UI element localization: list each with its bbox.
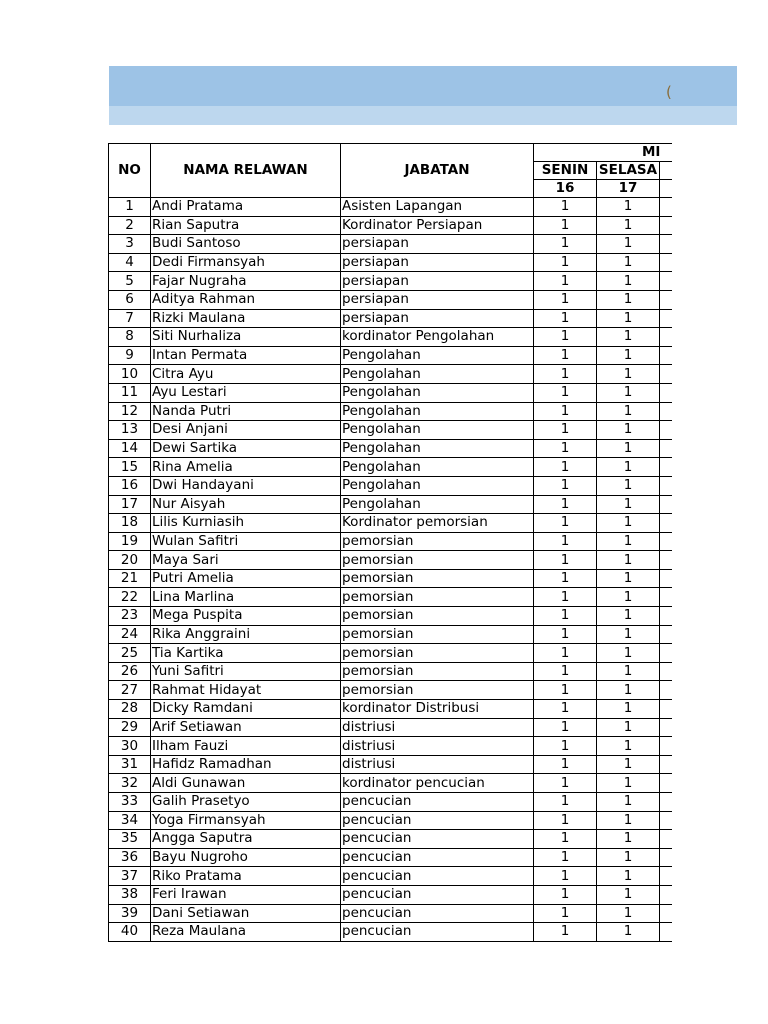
cell-day-2: 1	[597, 885, 660, 904]
cell-no: 3	[109, 235, 151, 254]
cell-role: pemorsian	[341, 644, 534, 663]
cell-day-extra	[660, 607, 673, 626]
cell-name: Rian Saputra	[151, 216, 341, 235]
cell-day-extra	[660, 774, 673, 793]
cell-day-2: 1	[597, 718, 660, 737]
cell-role: pemorsian	[341, 551, 534, 570]
cell-name: Ilham Fauzi	[151, 737, 341, 756]
cell-day-extra	[660, 272, 673, 291]
cell-role: Pengolahan	[341, 365, 534, 384]
cell-no: 10	[109, 365, 151, 384]
cell-day-2: 1	[597, 476, 660, 495]
cell-no: 35	[109, 830, 151, 849]
cell-no: 19	[109, 532, 151, 551]
cell-no: 32	[109, 774, 151, 793]
cell-day-1: 1	[534, 625, 597, 644]
cell-day-extra	[660, 811, 673, 830]
cell-day-2: 1	[597, 439, 660, 458]
cell-name: Reza Maulana	[151, 923, 341, 942]
cell-day-1: 1	[534, 755, 597, 774]
cell-no: 31	[109, 755, 151, 774]
cell-role: persiapan	[341, 309, 534, 328]
table-row	[109, 514, 673, 533]
cell-no: 21	[109, 569, 151, 588]
cell-no: 13	[109, 421, 151, 440]
cell-day-extra	[660, 848, 673, 867]
cell-no: 38	[109, 885, 151, 904]
cell-role: Kordinator pemorsian	[341, 514, 534, 533]
table-row	[109, 811, 673, 830]
cell-no: 24	[109, 625, 151, 644]
cell-day-2: 1	[597, 923, 660, 942]
cell-role: Pengolahan	[341, 346, 534, 365]
cell-day-1: 1	[534, 458, 597, 477]
cell-day-1: 1	[534, 662, 597, 681]
cell-name: Dwi Handayani	[151, 476, 341, 495]
cell-day-extra	[660, 681, 673, 700]
cell-no: 5	[109, 272, 151, 291]
table-row	[109, 885, 673, 904]
cell-day-extra	[660, 867, 673, 886]
cell-day-extra	[660, 253, 673, 272]
table-row	[109, 253, 673, 272]
cell-day-1: 1	[534, 365, 597, 384]
cell-name: Yoga Firmansyah	[151, 811, 341, 830]
banner-glyph: (	[666, 83, 672, 101]
cell-day-2: 1	[597, 793, 660, 812]
cell-day-2: 1	[597, 383, 660, 402]
cell-day-2: 1	[597, 625, 660, 644]
cell-day-2: 1	[597, 514, 660, 533]
cell-no: 28	[109, 700, 151, 719]
cell-day-2: 1	[597, 272, 660, 291]
table-row	[109, 737, 673, 756]
cell-day-extra	[660, 737, 673, 756]
cell-day-1: 1	[534, 309, 597, 328]
cell-day-extra	[660, 830, 673, 849]
cell-role: pemorsian	[341, 569, 534, 588]
cell-name: Aditya Rahman	[151, 290, 341, 309]
cell-no: 2	[109, 216, 151, 235]
cell-day-extra	[660, 309, 673, 328]
cell-role: pemorsian	[341, 625, 534, 644]
cell-day-extra	[660, 923, 673, 942]
table-row	[109, 383, 673, 402]
cell-no: 7	[109, 309, 151, 328]
cell-role: Pengolahan	[341, 402, 534, 421]
cell-name: Bayu Nugroho	[151, 848, 341, 867]
cell-day-1: 1	[534, 346, 597, 365]
table-row	[109, 867, 673, 886]
cell-day-2: 1	[597, 904, 660, 923]
cell-day-1: 1	[534, 421, 597, 440]
table-row	[109, 495, 673, 514]
table-row	[109, 272, 673, 291]
cell-day-extra	[660, 662, 673, 681]
cell-no: 12	[109, 402, 151, 421]
cell-day-extra	[660, 328, 673, 347]
cell-no: 25	[109, 644, 151, 663]
cell-role: pencucian	[341, 904, 534, 923]
table-row	[109, 774, 673, 793]
cell-no: 9	[109, 346, 151, 365]
cell-no: 33	[109, 793, 151, 812]
cell-no: 20	[109, 551, 151, 570]
col-header-role: JABATAN	[341, 144, 534, 198]
cell-role: persiapan	[341, 253, 534, 272]
cell-day-extra	[660, 514, 673, 533]
cell-day-extra	[660, 885, 673, 904]
cell-name: Yuni Safitri	[151, 662, 341, 681]
cell-role: persiapan	[341, 290, 534, 309]
cell-name: Rina Amelia	[151, 458, 341, 477]
cell-day-2: 1	[597, 532, 660, 551]
cell-day-2: 1	[597, 681, 660, 700]
cell-role: pencucian	[341, 923, 534, 942]
cell-name: Dicky Ramdani	[151, 700, 341, 719]
cell-day-extra	[660, 439, 673, 458]
cell-day-1: 1	[534, 216, 597, 235]
cell-name: Maya Sari	[151, 551, 341, 570]
cell-day-2: 1	[597, 458, 660, 477]
cell-no: 34	[109, 811, 151, 830]
cell-role: pencucian	[341, 793, 534, 812]
volunteer-table-container	[108, 143, 672, 951]
cell-day-2: 1	[597, 737, 660, 756]
cell-day-2: 1	[597, 588, 660, 607]
cell-name: Desi Anjani	[151, 421, 341, 440]
table-row	[109, 439, 673, 458]
cell-day-1: 1	[534, 439, 597, 458]
cell-name: Dani Setiawan	[151, 904, 341, 923]
cell-day-1: 1	[534, 700, 597, 719]
cell-role: pemorsian	[341, 662, 534, 681]
cell-no: 4	[109, 253, 151, 272]
col-header-no: NO	[109, 144, 151, 198]
cell-day-extra	[660, 588, 673, 607]
table-row	[109, 346, 673, 365]
table-row	[109, 290, 673, 309]
cell-day-1: 1	[534, 290, 597, 309]
cell-role: pemorsian	[341, 607, 534, 626]
cell-role: Pengolahan	[341, 476, 534, 495]
cell-day-2: 1	[597, 290, 660, 309]
cell-day-1: 1	[534, 272, 597, 291]
cell-day-2: 1	[597, 551, 660, 570]
cell-name: Arif Setiawan	[151, 718, 341, 737]
cell-day-2: 1	[597, 830, 660, 849]
table-row	[109, 458, 673, 477]
cell-no: 22	[109, 588, 151, 607]
cell-role: pencucian	[341, 830, 534, 849]
col-header-date: 16	[534, 180, 597, 198]
cell-role: Pengolahan	[341, 421, 534, 440]
table-row	[109, 421, 673, 440]
cell-day-extra	[660, 755, 673, 774]
cell-day-extra	[660, 644, 673, 663]
cell-no: 15	[109, 458, 151, 477]
cell-name: Dedi Firmansyah	[151, 253, 341, 272]
col-header-name: NAMA RELAWAN	[151, 144, 341, 198]
cell-name: Lilis Kurniasih	[151, 514, 341, 533]
cell-day-1: 1	[534, 198, 597, 217]
cell-name: Rizki Maulana	[151, 309, 341, 328]
table-row	[109, 923, 673, 942]
table-row	[109, 235, 673, 254]
cell-name: Nanda Putri	[151, 402, 341, 421]
cell-day-1: 1	[534, 253, 597, 272]
col-header-date-extra	[660, 180, 673, 198]
cell-day-1: 1	[534, 235, 597, 254]
table-row	[109, 328, 673, 347]
col-header-day: SENIN	[534, 162, 597, 180]
table-row	[109, 625, 673, 644]
cell-no: 16	[109, 476, 151, 495]
cell-role: Kordinator Persiapan	[341, 216, 534, 235]
table-row	[109, 644, 673, 663]
cell-day-1: 1	[534, 532, 597, 551]
cell-day-1: 1	[534, 774, 597, 793]
cell-day-2: 1	[597, 607, 660, 626]
col-header-day-extra	[660, 162, 673, 180]
cell-role: kordinator Distribusi	[341, 700, 534, 719]
cell-no: 6	[109, 290, 151, 309]
table-row	[109, 830, 673, 849]
cell-name: Budi Santoso	[151, 235, 341, 254]
cell-day-extra	[660, 718, 673, 737]
table-row	[109, 309, 673, 328]
cell-no: 30	[109, 737, 151, 756]
table-row	[109, 607, 673, 626]
cell-no: 36	[109, 848, 151, 867]
cell-name: Fajar Nugraha	[151, 272, 341, 291]
col-header-day: SELASA	[597, 162, 660, 180]
table-row	[109, 216, 673, 235]
cell-name: Citra Ayu	[151, 365, 341, 384]
table-row	[109, 476, 673, 495]
cell-role: pencucian	[341, 848, 534, 867]
cell-role: Pengolahan	[341, 383, 534, 402]
cell-role: pemorsian	[341, 681, 534, 700]
table-row	[109, 681, 673, 700]
cell-day-1: 1	[534, 811, 597, 830]
cell-role: persiapan	[341, 235, 534, 254]
cell-no: 11	[109, 383, 151, 402]
cell-no: 39	[109, 904, 151, 923]
cell-day-2: 1	[597, 495, 660, 514]
table-row	[109, 569, 673, 588]
cell-day-extra	[660, 495, 673, 514]
cell-day-2: 1	[597, 346, 660, 365]
cell-day-1: 1	[534, 495, 597, 514]
table-row	[109, 662, 673, 681]
cell-day-1: 1	[534, 681, 597, 700]
table-row	[109, 365, 673, 384]
cell-name: Aldi Gunawan	[151, 774, 341, 793]
cell-name: Andi Pratama	[151, 198, 341, 217]
cell-no: 40	[109, 923, 151, 942]
cell-name: Wulan Safitri	[151, 532, 341, 551]
cell-day-2: 1	[597, 309, 660, 328]
cell-day-1: 1	[534, 923, 597, 942]
cell-no: 17	[109, 495, 151, 514]
cell-day-1: 1	[534, 885, 597, 904]
cell-name: Siti Nurhaliza	[151, 328, 341, 347]
cell-no: 14	[109, 439, 151, 458]
cell-day-extra	[660, 904, 673, 923]
cell-no: 37	[109, 867, 151, 886]
cell-role: distriusi	[341, 755, 534, 774]
cell-day-1: 1	[534, 328, 597, 347]
cell-no: 23	[109, 607, 151, 626]
cell-day-2: 1	[597, 216, 660, 235]
cell-day-1: 1	[534, 551, 597, 570]
cell-day-extra	[660, 383, 673, 402]
cell-role: persiapan	[341, 272, 534, 291]
cell-day-1: 1	[534, 848, 597, 867]
cell-day-extra	[660, 290, 673, 309]
cell-day-2: 1	[597, 662, 660, 681]
cell-day-extra	[660, 476, 673, 495]
cell-name: Rika Anggraini	[151, 625, 341, 644]
cell-day-2: 1	[597, 848, 660, 867]
cell-day-1: 1	[534, 514, 597, 533]
cell-day-1: 1	[534, 588, 597, 607]
cell-day-1: 1	[534, 793, 597, 812]
cell-role: pemorsian	[341, 588, 534, 607]
cell-day-extra	[660, 551, 673, 570]
cell-day-2: 1	[597, 569, 660, 588]
table-row	[109, 402, 673, 421]
cell-day-1: 1	[534, 607, 597, 626]
cell-day-2: 1	[597, 235, 660, 254]
cell-name: Lina Marlina	[151, 588, 341, 607]
cell-no: 8	[109, 328, 151, 347]
cell-name: Feri Irawan	[151, 885, 341, 904]
cell-day-2: 1	[597, 700, 660, 719]
header-banner-strip	[109, 106, 737, 125]
cell-day-extra	[660, 458, 673, 477]
cell-day-1: 1	[534, 402, 597, 421]
cell-day-1: 1	[534, 830, 597, 849]
table-row	[109, 793, 673, 812]
cell-role: kordinator Pengolahan	[341, 328, 534, 347]
cell-role: pencucian	[341, 811, 534, 830]
cell-day-1: 1	[534, 718, 597, 737]
cell-day-1: 1	[534, 737, 597, 756]
cell-day-2: 1	[597, 328, 660, 347]
cell-day-extra	[660, 402, 673, 421]
cell-day-2: 1	[597, 253, 660, 272]
cell-day-1: 1	[534, 867, 597, 886]
volunteer-table	[108, 143, 672, 942]
cell-name: Angga Saputra	[151, 830, 341, 849]
cell-role: Pengolahan	[341, 458, 534, 477]
cell-no: 26	[109, 662, 151, 681]
cell-day-1: 1	[534, 644, 597, 663]
cell-no: 18	[109, 514, 151, 533]
cell-role: distriusi	[341, 737, 534, 756]
cell-name: Hafidz Ramadhan	[151, 755, 341, 774]
cell-no: 29	[109, 718, 151, 737]
cell-day-extra	[660, 346, 673, 365]
table-row	[109, 848, 673, 867]
table-row	[109, 588, 673, 607]
cell-day-extra	[660, 216, 673, 235]
cell-day-1: 1	[534, 383, 597, 402]
table-row	[109, 700, 673, 719]
cell-day-extra	[660, 532, 673, 551]
table-row	[109, 532, 673, 551]
cell-no: 1	[109, 198, 151, 217]
cell-role: Pengolahan	[341, 495, 534, 514]
cell-day-2: 1	[597, 755, 660, 774]
cell-name: Ayu Lestari	[151, 383, 341, 402]
table-row	[109, 718, 673, 737]
cell-day-2: 1	[597, 811, 660, 830]
cell-day-extra	[660, 198, 673, 217]
cell-day-extra	[660, 421, 673, 440]
cell-name: Dewi Sartika	[151, 439, 341, 458]
cell-day-extra	[660, 235, 673, 254]
cell-name: Tia Kartika	[151, 644, 341, 663]
cell-day-extra	[660, 625, 673, 644]
cell-day-2: 1	[597, 365, 660, 384]
cell-day-2: 1	[597, 644, 660, 663]
table-row	[109, 755, 673, 774]
cell-role: pencucian	[341, 867, 534, 886]
cell-day-extra	[660, 700, 673, 719]
col-header-week: MI	[534, 144, 673, 162]
table-row	[109, 904, 673, 923]
col-header-date: 17	[597, 180, 660, 198]
cell-day-extra	[660, 569, 673, 588]
cell-role: Asisten Lapangan	[341, 198, 534, 217]
cell-name: Galih Prasetyo	[151, 793, 341, 812]
table-row	[109, 551, 673, 570]
cell-name: Intan Permata	[151, 346, 341, 365]
table-row	[109, 198, 673, 217]
cell-day-2: 1	[597, 198, 660, 217]
cell-day-2: 1	[597, 421, 660, 440]
cell-name: Rahmat Hidayat	[151, 681, 341, 700]
cell-day-2: 1	[597, 867, 660, 886]
cell-role: kordinator pencucian	[341, 774, 534, 793]
cell-name: Riko Pratama	[151, 867, 341, 886]
cell-role: pemorsian	[341, 532, 534, 551]
cell-day-2: 1	[597, 402, 660, 421]
cell-name: Nur Aisyah	[151, 495, 341, 514]
header-row-week	[109, 144, 673, 162]
cell-day-extra	[660, 793, 673, 812]
cell-day-1: 1	[534, 476, 597, 495]
cell-role: Pengolahan	[341, 439, 534, 458]
header-banner	[109, 66, 737, 106]
cell-role: distriusi	[341, 718, 534, 737]
cell-day-1: 1	[534, 904, 597, 923]
cell-day-1: 1	[534, 569, 597, 588]
cell-name: Mega Puspita	[151, 607, 341, 626]
cell-day-extra	[660, 365, 673, 384]
cell-no: 27	[109, 681, 151, 700]
cell-day-2: 1	[597, 774, 660, 793]
cell-role: pencucian	[341, 885, 534, 904]
cell-name: Putri Amelia	[151, 569, 341, 588]
